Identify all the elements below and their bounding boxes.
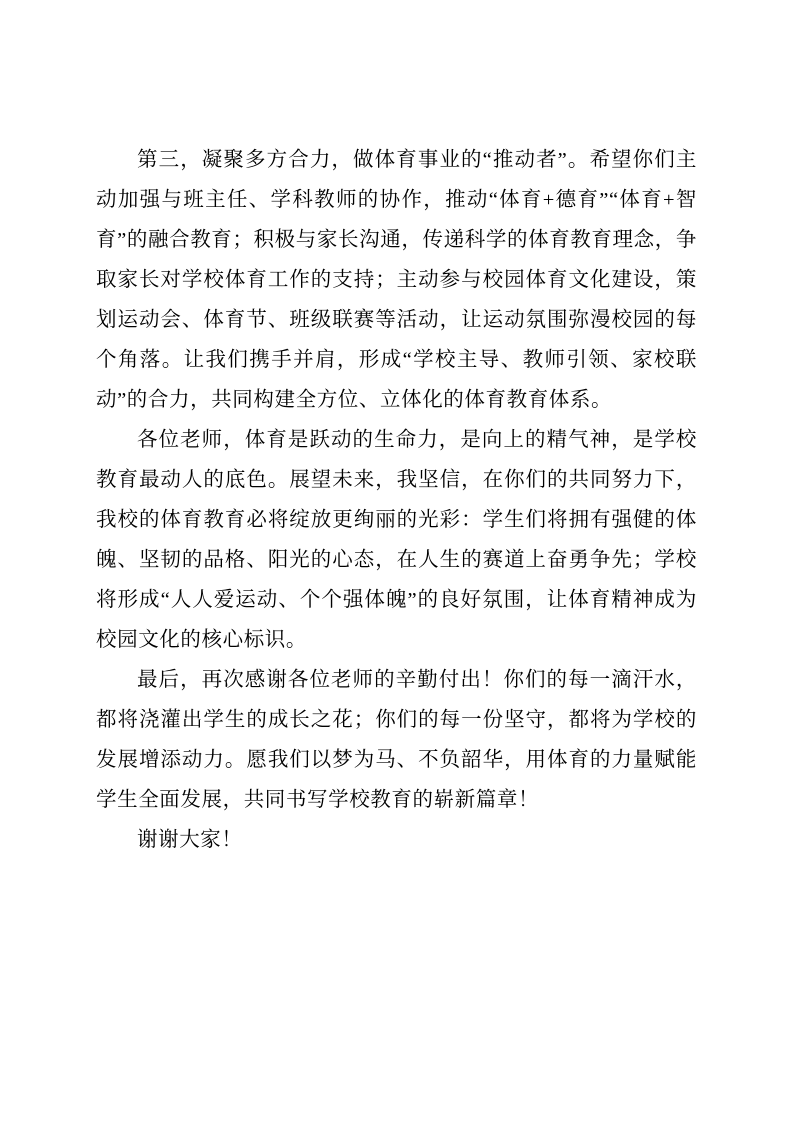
document-body (96, 140, 697, 860)
paragraph-3: 最后，再次感谢各位老师的辛勤付出！你们的每一滴汗水，都将浇灌出学生的成长之花；你们的每一份坚守，都将为学校的发展增添动力。愿我们以梦为马、不负韶华，用体育的力量赋能学生全面发展，共同书写学校教育的崭新篇章！ (96, 669, 697, 811)
paragraph-2: 各位老师，体育是跃动的生命力，是向上的精气神，是学校教育最动人的底色。展望未来，我坚信，在你们的共同努力下，我校的体育教育必将绽放更绚丽的光彩：学生们将拥有强健的体魄、坚韧的品格、阳光的心态，在人生的赛道上奋勇争先；学校将形成“人人爱运动、个个强体魄”的良好氛围，让体育精神成为校园文化的核心标识。 (96, 429, 697, 651)
paragraph-1: 第三，凝聚多方合力，做体育事业的“推动者”。希望你们主动加强与班主任、学科教师的协作，推动“体育+德育”“体育+智育”的融合教育；积极与家长沟通，传递科学的体育教育理念，争取家长对学校体育工作的支持；主动参与校园体育文化建设，策划运动会、体育节、班级联赛等活动，让运动氛围弥漫校园的每个角落。让我们携手并肩，形成“学校主导、教师引领、家校联动”的合力，共同构建全方位、立体化的体育教育体系。 (96, 149, 697, 411)
closing-line: 谢谢大家！ (137, 829, 243, 851)
